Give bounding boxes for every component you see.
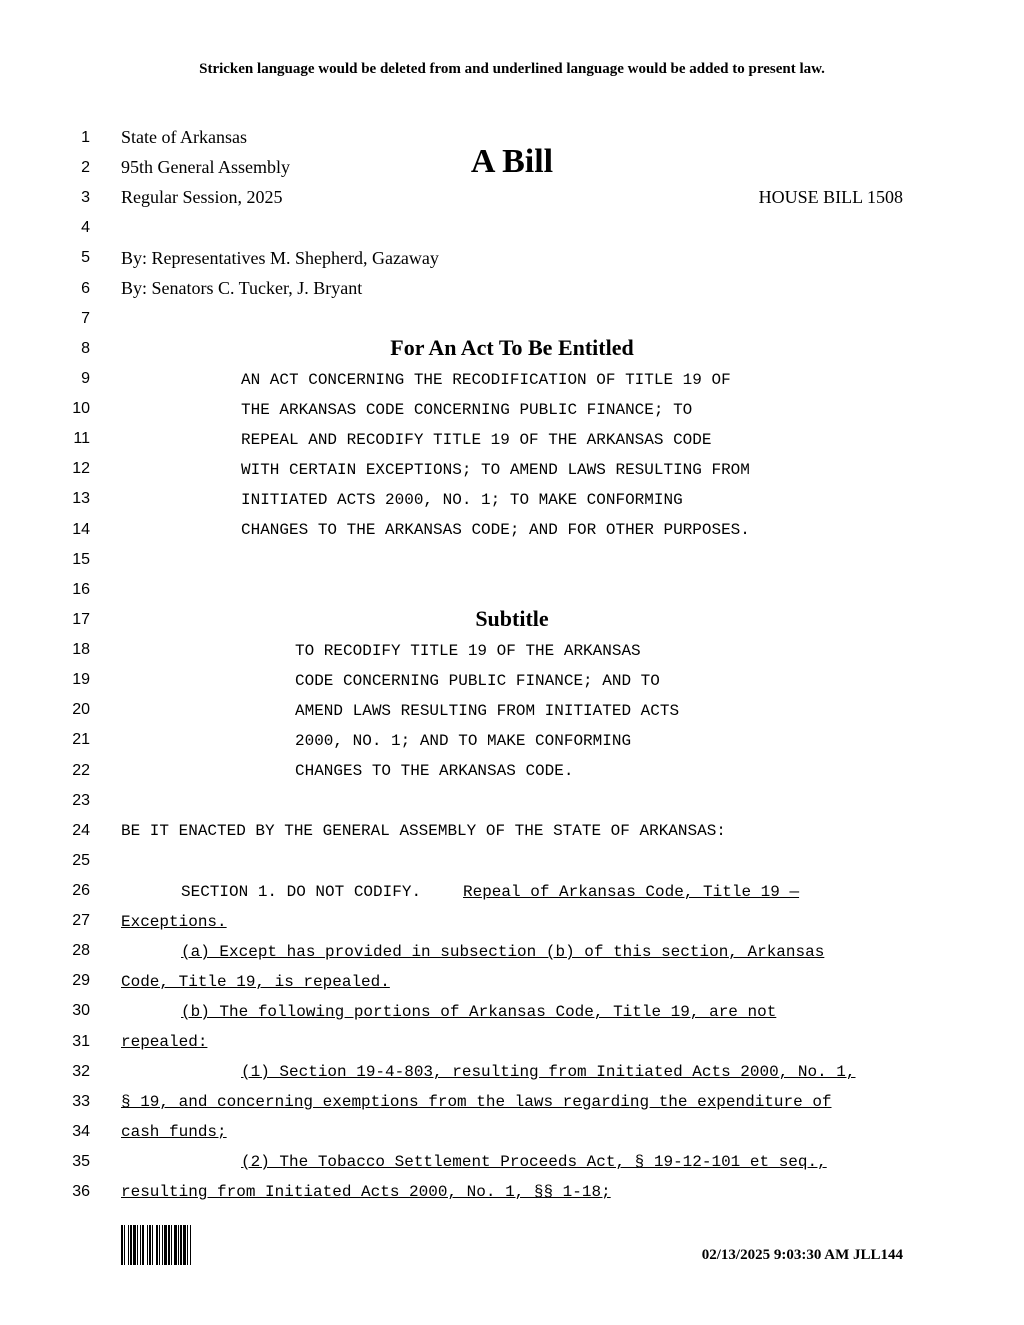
line-number: 16 [72, 580, 90, 598]
session: Regular Session, 2025 [121, 187, 283, 207]
barcode-bar [183, 1225, 186, 1265]
line-number: 9 [81, 369, 90, 387]
title-line: THE ARKANSAS CODE CONCERNING PUBLIC FINANCE; TO [241, 401, 693, 419]
barcode-bar [124, 1225, 125, 1265]
title-line: CHANGES TO THE ARKANSAS CODE; AND FOR OTHER PURPOSES. [241, 521, 750, 539]
section-title-continued: Exceptions. [121, 913, 227, 931]
state-name: State of Arkansas [121, 127, 247, 147]
line-number: 5 [81, 249, 90, 267]
line-number: 26 [72, 882, 90, 899]
line-number: 14 [72, 520, 90, 538]
barcode-bar [162, 1225, 163, 1265]
section-label: SECTION 1. DO NOT CODIFY. [181, 883, 422, 901]
paragraph-b2: (2) The Tobacco Settlement Proceeds Act, § 19-12-101 et seq., [241, 1153, 827, 1171]
title-line: INITIATED ACTS 2000, NO. 1; TO MAKE CONFORMING [241, 491, 683, 509]
barcode-bar [142, 1225, 144, 1265]
barcode-bar [128, 1225, 129, 1265]
paragraph-b1-continued: § 19, and concerning exemptions from the laws regarding the expenditure of [121, 1093, 832, 1111]
line-number: 19 [72, 671, 90, 689]
subtitle-line: AMEND LAWS RESULTING FROM INITIATED ACTS [295, 702, 680, 720]
line-number: 23 [72, 791, 90, 809]
subtitle-heading: Subtitle [475, 606, 549, 631]
line-number: 1 [81, 129, 90, 146]
line-number: 3 [81, 189, 90, 207]
bill-number: HOUSE BILL 1508 [758, 187, 903, 207]
subsection-b: (b) The following portions of Arkansas Code, Title 19, are not [181, 1003, 777, 1021]
barcode-bar [171, 1225, 172, 1265]
line-number: 35 [72, 1153, 90, 1171]
barcode-bar [174, 1225, 177, 1265]
barcode-bar [137, 1225, 138, 1265]
line-number: 20 [72, 701, 90, 719]
barcode-bar [178, 1225, 179, 1265]
line-number: 27 [72, 912, 90, 930]
barcode-bar [156, 1225, 158, 1265]
line-number: 29 [72, 972, 90, 990]
barcode-bar [130, 1225, 132, 1265]
barcode-bar [152, 1225, 153, 1265]
line-number: 36 [72, 1183, 90, 1201]
barcode-bar [164, 1225, 167, 1265]
subsection-b-continued: repealed: [121, 1033, 208, 1051]
line-number: 33 [72, 1092, 90, 1110]
document-timestamp: 02/13/2025 9:03:30 AM JLL144 [701, 1247, 903, 1263]
subtitle-line: CODE CONCERNING PUBLIC FINANCE; AND TO [295, 672, 660, 690]
barcode-bar [133, 1225, 136, 1265]
line-number: 18 [72, 641, 90, 659]
line-number: 17 [72, 610, 90, 628]
paragraph-b1-end: cash funds; [121, 1123, 227, 1141]
paragraph-b2-continued: resulting from Initiated Acts 2000, No. 1, §§ 1-18; [121, 1183, 611, 1201]
line-number: 25 [72, 851, 90, 869]
title-line: AN ACT CONCERNING THE RECODIFICATION OF TITLE 19 OF [241, 371, 731, 389]
subsection-a: (a) Except has provided in subsection (b) of this section, Arkansas [181, 943, 825, 961]
line-number: 7 [81, 309, 90, 327]
line-number: 22 [72, 761, 90, 779]
sponsor-representatives: By: Representatives M. Shepherd, Gazaway [121, 248, 439, 268]
barcode-bar [190, 1225, 191, 1265]
subtitle-line: 2000, NO. 1; AND TO MAKE CONFORMING [295, 732, 632, 750]
subtitle-line: TO RECODIFY TITLE 19 OF THE ARKANSAS [295, 642, 641, 660]
general-assembly: 95th General Assembly [121, 157, 290, 177]
enacting-clause: BE IT ENACTED BY THE GENERAL ASSEMBLY OF THE STATE OF ARKANSAS: [121, 822, 726, 840]
barcode-bar [168, 1225, 170, 1265]
paragraph-b1: (1) Section 19-4-803, resulting from Initiated Acts 2000, No. 1, [241, 1063, 856, 1081]
barcode-bar [159, 1225, 160, 1265]
line-number: 8 [81, 339, 90, 357]
line-number: 15 [72, 550, 90, 568]
barcode-bar [121, 1225, 123, 1265]
subtitle-line: CHANGES TO THE ARKANSAS CODE. [295, 762, 574, 780]
line-number: 24 [72, 821, 90, 839]
line-number: 28 [72, 942, 90, 960]
barcode-bar [149, 1225, 151, 1265]
title-heading: For An Act To Be Entitled [390, 335, 634, 360]
title-line: REPEAL AND RECODIFY TITLE 19 OF THE ARKANSAS CODE [241, 431, 712, 449]
amendment-notice: Stricken language would be deleted from and underlined language would be added to present law. [199, 61, 825, 77]
barcode-bar [140, 1225, 141, 1265]
barcode-bar [187, 1225, 188, 1265]
barcode-bar [180, 1225, 182, 1265]
line-number: 6 [81, 279, 90, 297]
line-number: 4 [81, 219, 90, 237]
barcode [121, 1225, 249, 1265]
title-line: WITH CERTAIN EXCEPTIONS; TO AMEND LAWS RESULTING FROM [241, 461, 750, 479]
line-number: 21 [72, 731, 90, 749]
section-title: Repeal of Arkansas Code, Title 19 — [463, 883, 800, 901]
document-type: A Bill [470, 143, 554, 180]
line-number: 30 [72, 1002, 90, 1020]
line-number: 32 [72, 1062, 90, 1080]
line-number: 11 [73, 430, 90, 448]
line-number: 10 [72, 400, 90, 418]
line-number: 2 [81, 159, 90, 177]
subsection-a-continued: Code, Title 19, is repealed. [121, 973, 390, 991]
line-number: 34 [72, 1122, 90, 1140]
barcode-bar [147, 1225, 148, 1265]
line-number: 12 [72, 460, 90, 478]
line-number: 31 [72, 1032, 90, 1050]
sponsor-senators: By: Senators C. Tucker, J. Bryant [121, 278, 363, 298]
line-number: 13 [72, 490, 90, 508]
